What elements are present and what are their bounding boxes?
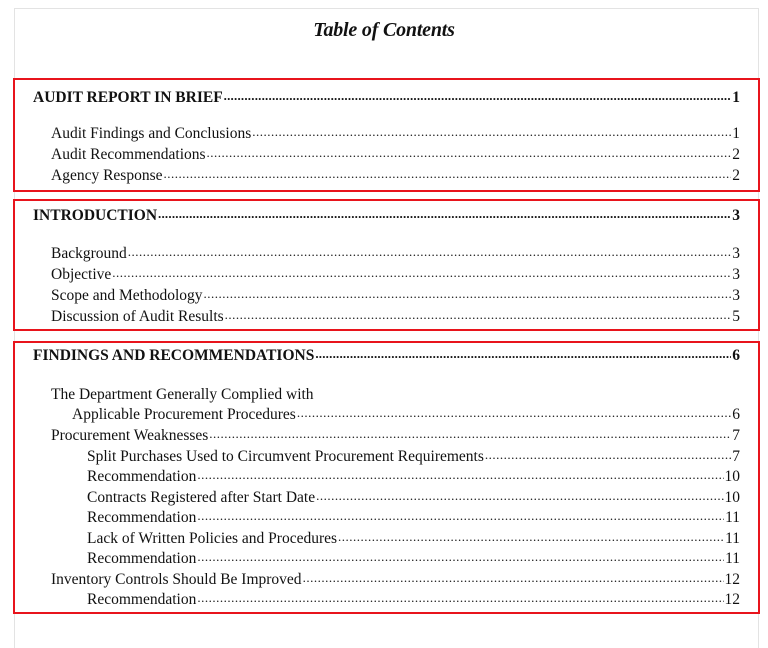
toc-page-number: 2	[732, 146, 740, 163]
toc-entry-label: Split Purchases Used to Circumvent Procurement Requirements	[87, 448, 484, 465]
toc-page-number: 1	[732, 89, 740, 106]
dot-leader	[197, 592, 723, 604]
toc-heading-audit-report-in-brief[interactable]	[33, 88, 740, 108]
toc-entry[interactable]	[87, 488, 740, 508]
toc-entry[interactable]	[51, 145, 740, 165]
toc-entry-label: Scope and Methodology	[51, 287, 203, 304]
toc-entry[interactable]	[51, 286, 740, 306]
dot-leader	[197, 510, 724, 522]
dot-leader	[128, 246, 731, 258]
toc-page-number: 12	[724, 571, 740, 588]
toc-heading-label: AUDIT REPORT IN BRIEF	[33, 89, 223, 106]
toc-entry[interactable]	[51, 124, 740, 144]
toc-entry[interactable]	[51, 265, 740, 285]
toc-entry[interactable]	[87, 508, 740, 528]
toc-section-findings-and-recommendations	[13, 341, 760, 614]
toc-entry-label: Inventory Controls Should Be Improved	[51, 571, 302, 588]
toc-title: Table of Contents	[313, 19, 455, 41]
dot-leader	[209, 428, 731, 440]
toc-heading-introduction[interactable]	[33, 206, 740, 226]
toc-page-number: 3	[732, 266, 740, 283]
dot-leader	[224, 90, 732, 102]
dot-leader	[207, 147, 732, 159]
toc-heading-findings-and-recommendations[interactable]	[33, 346, 740, 366]
toc-entry-label: Procurement Weaknesses	[51, 427, 209, 444]
toc-page-number: 7	[732, 448, 740, 465]
toc-entry[interactable]	[51, 166, 740, 186]
dot-leader	[338, 531, 724, 543]
toc-page-number: 11	[725, 530, 740, 547]
toc-page-number: 2	[732, 167, 740, 184]
toc-page-number: 1	[732, 125, 740, 142]
toc-entry[interactable]	[87, 549, 740, 569]
toc-page-number: 7	[732, 427, 740, 444]
toc-page-number: 3	[732, 207, 740, 224]
dot-leader	[158, 208, 731, 220]
dot-leader	[297, 407, 731, 419]
toc-entry-label: Agency Response	[51, 167, 163, 184]
toc-entry-label: Recommendation	[87, 550, 197, 567]
toc-page-number: 3	[732, 245, 740, 262]
dot-leader	[197, 551, 724, 563]
toc-page-number: 11	[725, 550, 740, 567]
toc-entry-label: Audit Recommendations	[51, 146, 206, 163]
toc-entry[interactable]	[51, 244, 740, 264]
dot-leader	[315, 348, 731, 360]
toc-entry-label: Background	[51, 245, 127, 262]
toc-entry[interactable]	[51, 426, 740, 446]
toc-section-introduction	[13, 199, 760, 331]
dot-leader	[197, 469, 723, 481]
dot-leader	[225, 309, 732, 321]
toc-entry-label: Audit Findings and Conclusions	[51, 125, 252, 142]
toc-page-number: 6	[732, 406, 740, 423]
toc-entry[interactable]	[51, 385, 314, 405]
toc-entry[interactable]	[51, 570, 740, 590]
toc-heading-label: FINDINGS AND RECOMMENDATIONS	[33, 347, 315, 364]
toc-entry-label: Recommendation	[87, 509, 197, 526]
dot-leader	[485, 449, 731, 461]
dot-leader	[164, 168, 732, 180]
toc-entry-label: Applicable Procurement Procedures	[72, 406, 296, 423]
toc-page-number: 3	[732, 287, 740, 304]
toc-entry-label: Contracts Registered after Start Date	[87, 489, 316, 506]
toc-entry[interactable]	[87, 467, 740, 487]
toc-page-number: 12	[724, 591, 740, 608]
toc-entry[interactable]	[72, 405, 740, 425]
toc-entry-label: Lack of Written Policies and Procedures	[87, 530, 338, 547]
dot-leader	[303, 572, 724, 584]
dot-leader	[252, 126, 731, 138]
toc-page-number: 10	[724, 489, 740, 506]
toc-page-number: 10	[724, 468, 740, 485]
toc-entry[interactable]	[87, 529, 740, 549]
toc-entry-label: Objective	[51, 266, 112, 283]
toc-entry[interactable]	[87, 447, 740, 467]
toc-entry[interactable]	[87, 590, 740, 610]
toc-entry[interactable]	[51, 307, 740, 327]
dot-leader	[204, 288, 732, 300]
toc-section-audit-report-in-brief	[13, 78, 760, 192]
toc-entry-label: Discussion of Audit Results	[51, 308, 224, 325]
dot-leader	[316, 490, 723, 502]
toc-entry-label: Recommendation	[87, 591, 197, 608]
toc-heading-label: INTRODUCTION	[33, 207, 158, 224]
dot-leader	[112, 267, 731, 279]
toc-entry-label: Recommendation	[87, 468, 197, 485]
toc-page-number: 6	[732, 347, 740, 364]
toc-entry-label: The Department Generally Complied with	[51, 386, 314, 403]
toc-page-number: 5	[732, 308, 740, 325]
toc-page-number: 11	[725, 509, 740, 526]
